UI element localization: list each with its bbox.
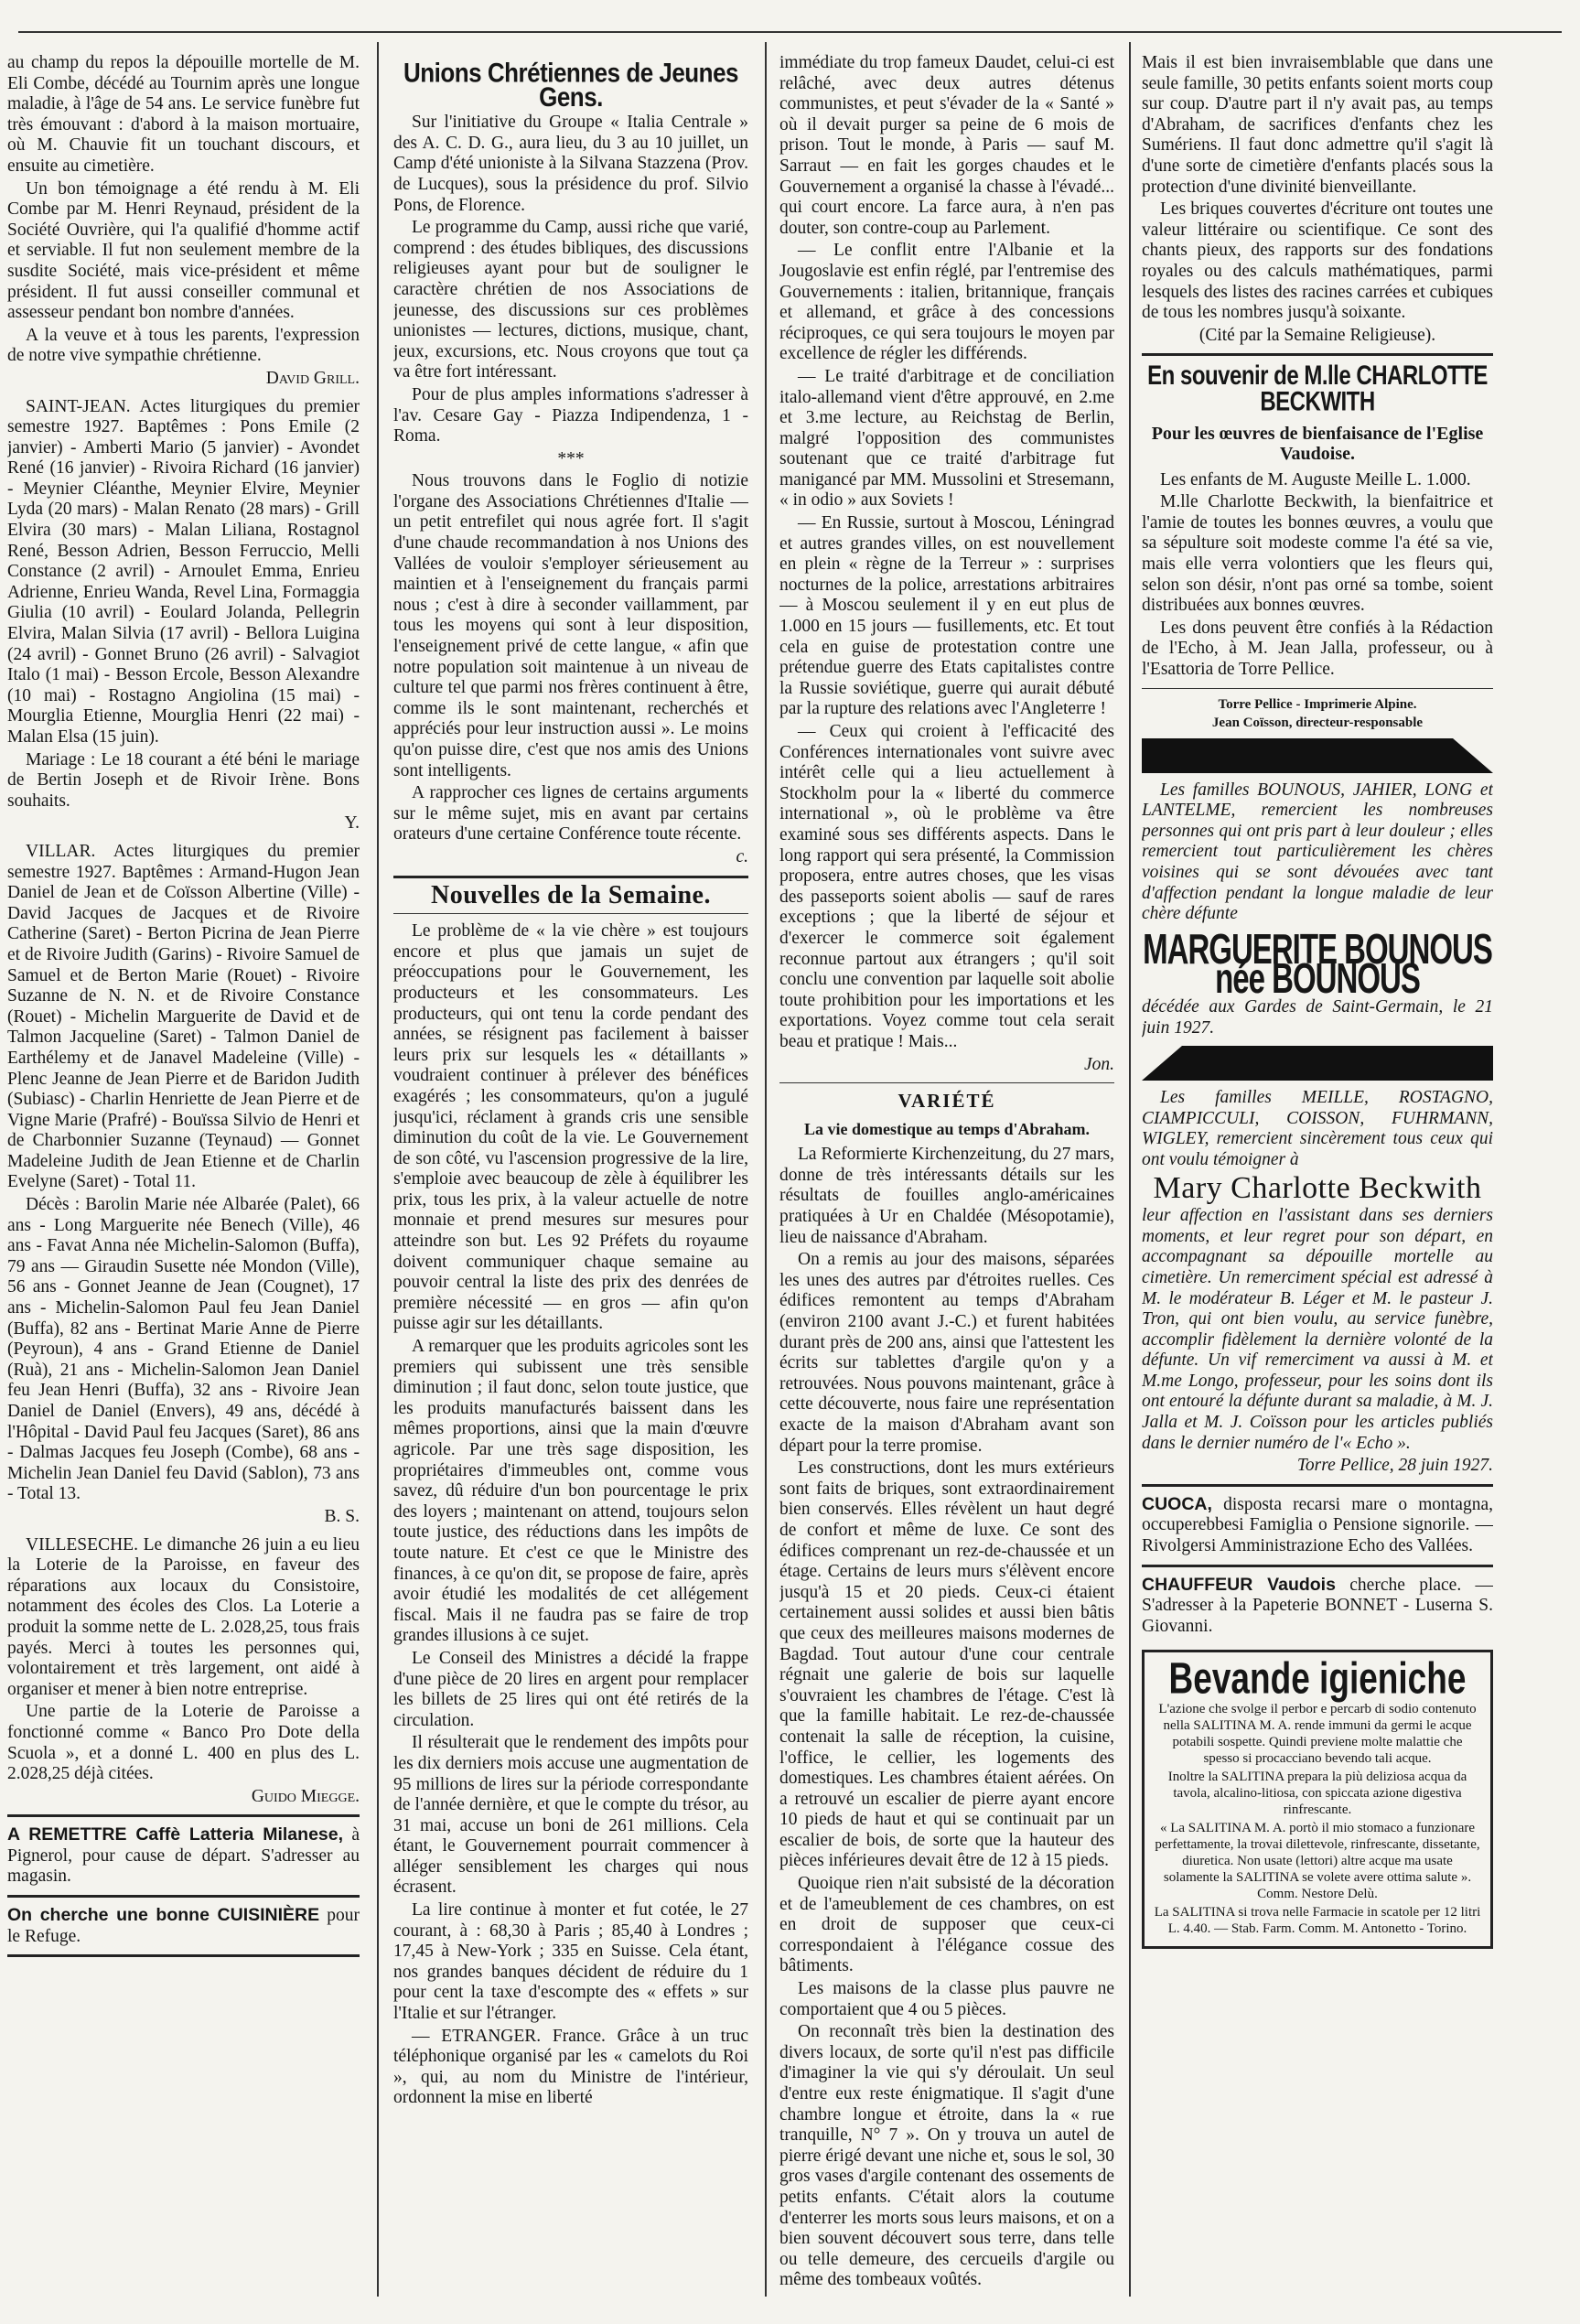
article-paragraph: — Ceux qui croient à l'efficacité des Conférences internationales vont suivre avec intérêt celle qui a lieu actuellement à Stockholm pour la « liberté du commerce international », où le problème va être examiné sous ses différents aspects. Dans le long rapport qui sera présenté, la Commission proposera, entre autres choses, que les visas des passeports soient abolis — sauf de rares exceptions ; que la liberté de séjour et d'exercer le commerce soit également reconnue partout aux étrangers ; qu'il soit conclu une convention par laquelle soit abolie toute prohibition pour les importations et les exportations. Voyez comme tout cela serait beau et pratique ! Mais... <box>779 722 1114 1051</box>
obituary-notice: Les familles MEILLE, ROSTAGNO, CIAMPICCULI, COISSON, FUHRMANN, WIGLEY, remercient sincèrement tous ceux qui ont voulu témoigner à <box>1142 1088 1493 1169</box>
obituary-name: Mary Charlotte Beckwith <box>1153 1170 1482 1205</box>
divider <box>1142 1565 1493 1567</box>
article-paragraph: On a remis au jour des maisons, séparées les unes des autres par d'étroites ruelles. Ces édifices remontent au temps d'Abraham (environ 2100 avant J.-C.) et furent habitées durant près de 200 ans, ainsi que l'attestent les écrits sur tablettes d'argile qu'on y a retrouvées. Nous pouvons maintenant, grâce à cette découverte, nous faire une représentation exacte de la maison d'Abraham avant son départ pour la terre promise. <box>779 1250 1114 1456</box>
divider <box>1142 688 1493 689</box>
article-paragraph: — En Russie, surtout à Moscou, Léningrad et autres grandes villes, on est nouvellement en plein « règne de la Terreur » : surprises nocturnes de la police, arrestations arbitraires — à Moscou seulement il y en eut plus de 1.000 en 15 jours — fusillements, etc. Et tout cela en guise de protestation contre une prétendue guerre des Etats capitalistes contre la Russie soviétique, guerre qui aurait débuté par la rupture des relations avec l'Angleterre ! <box>779 513 1114 719</box>
obituary-notice: Les familles BOUNOUS, JAHIER, LONG et LANTELME, remercient les nombreuses personnes qui ont pris part à leur douleur ; elles remercient tout particulièrement les chères voisines qui se sont dévouées avec tant d'affection pendant la longue maladie de leur chère défunte <box>1142 780 1493 924</box>
citation: (Cité par la Semaine Religieuse). <box>1198 325 1436 345</box>
article-paragraph: A la veuve et à tous les parents, l'expression de notre vive sympathie chrétienne. <box>7 325 360 366</box>
divider <box>393 913 748 914</box>
obituary-name: MARGUERITE BOUNOUS née BOUNOUS <box>1143 924 1492 1001</box>
black-band <box>1142 1046 1493 1081</box>
divider <box>393 876 748 878</box>
divider <box>7 1895 360 1898</box>
divider <box>1142 353 1493 356</box>
article-paragraph: Sur l'initiative du Groupe « Italia Centrale » des A. C. D. G., aura lieu, du 3 au 10 juillet, un Camp d'été unioniste à la Silvana Stazzena (Prov. de Lucques), sous la présidence du prof. Silvio Pons, de Florence. <box>393 113 748 215</box>
advertisement-text: « La SALITINA M. A. portò il mio stomaco a funzionare perfettamente, la trovai dilettevole, rinfrescante, dissetante, diuretica. Non usate (lettori) altre acque ma usate solamente la SALITINA se volete avere ottima salute ». Comm. Nestore Delù. <box>1155 1821 1480 1901</box>
article-paragraph: Les maisons de la classe plus pauvre ne comportaient que 4 ou 5 pièces. <box>779 1979 1114 2019</box>
article-paragraph: M.lle Charlotte Beckwith, la bienfaitrice et l'amie de toutes les bonnes œuvres, a voulu que sa sépulture soit modeste comme l'a été sa vie, mais elle verra volontiers que les fleurs qui, selon son désir, n'ont pas orné sa tombe, soient distribuées aux bonnes œuvres. <box>1142 492 1493 616</box>
section-heading: En souvenir de M.lle CHARLOTTE BECKWITH <box>1147 360 1488 417</box>
column-divider <box>765 42 767 2297</box>
article-paragraph: VILLESECHE. Le dimanche 26 juin a eu lieu la Loterie de la Paroisse, en faveur des réparations aux locaux du Consistoire, notamment des écoles des Clos. La Loterie a produit la somme nette de L. 2.028,25, tous frais payés. Merci à toutes les personnes qui, volontairement et très largement, ont aidé à organiser et mener à bien notre entreprise. <box>7 1534 360 1699</box>
article-paragraph: Il résulterait que le rendement des impôts pour les dix derniers mois accuse une augmentation de 95 millions de lires sur la période correspondante de l'année dernière, et que le compte du trésor, au 31 mai, accuse un boni de 261 millions. Cela étant, le Gouvernement pourrait commencer à alléger sensiblement les charges qui nous écrasent. <box>393 1733 748 1898</box>
classified-ad: CHAUFFEUR Vaudois cherche place. — S'adresser à la Papeterie BONNET - Luserna S. Giovanni. <box>1142 1574 1493 1636</box>
obituary-date: Torre Pellice, 28 juin 1927. <box>1296 1456 1493 1476</box>
section-heading: Unions Chrétiennes de Jeunes Gens. <box>403 57 738 113</box>
signature: c. <box>736 846 748 866</box>
advertisement-text: La SALITINA si trova nelle Farmacie in scatole per 12 litri L. 4.40. — Stab. Farm. Comm. M. Antonetto - Torino. <box>1154 1905 1481 1936</box>
advertisement-text: Inoltre la SALITINA prepara la più deliziosa acqua da tavola, alcalino-litiosa, con spiccata azione digestiva rinfrescante. <box>1167 1770 1467 1817</box>
article-paragraph: Décès : Barolin Marie née Albarée (Palet), 66 ans - Long Marguerite née Benech (Ville), 46 ans - Favat Anna née Michelin-Salomon (Buffa), 79 ans — Giraudin Susette née Mondon (Ville), 56 ans - Gonnet Jeanne de Jean (Cougnet), 17 ans - Michelin-Salomon Paul feu Jean Daniel (Buffa), 82 ans - Bertinat Marie Anne de Pierre (Peyroun), 4 ans - Grand Etienne de Daniel (Ruà), 21 ans - Michelin-Salomon Jean Daniel feu Jean Henri (Buffa), 32 ans - Rivoire Jean Daniel de Daniel (Envers), 49 ans, décédé à l'Hôpital - David Paul feu Jacques (Saret), 86 ans - Dalmas Jacques feu Joseph (Combe), 68 ans - Michelin Jean Daniel feu David (Sablon), 73 ans - Total 13. <box>7 1195 360 1504</box>
column-2 <box>393 53 748 2111</box>
imprint: Jean Coïsson, directeur-responsable <box>1211 715 1424 730</box>
column-4 <box>1142 53 1493 1949</box>
signature: David Grill. <box>265 368 360 388</box>
article-paragraph: Mais il est bien invraisemblable que dans une seule famille, 30 petits enfants soient morts coup sur coup. D'autre part il n'y avait pas, au temps d'Abraham, de sacrifices d'enfants chez les Sumériens. Il faut donc admettre qu'il s'agit là d'une sorte de cimetière d'enfants placés sous la protection d'une divinité bienveillante. <box>1142 53 1493 197</box>
section-heading: Nouvelles de la Semaine. <box>431 880 711 909</box>
section-heading: VARIÉTÉ <box>897 1090 996 1113</box>
article-paragraph: VILLAR. Actes liturgiques du premier semestre 1927. Baptêmes : Armand-Hugon Jean Daniel de Jean et de Coïsson Albertine (Ville) - David Jacques de Jacques et de Rivoire Catherine (Saret) - Berton Picrina de Jean Pierre et de Rivoire Judith (Garins) - Rivoire Samuel de Samuel et de Berton Marie (Rouet) - Rivoire Suzanne de N. N. et de Rivoire Constance (Rouet) - Michelin Marguerite de David et de Talmon Jacqueline (Saret) - Talmon Daniel de Earthélemy et de Janavel Madeleine (Ville) - Plenc Jeanne de Jean Pierre et de Baridon Judith (Subiasc) - Charlin Henriette de Jean Pierre et de Vigne Marie (Prafré) - Bouïssa Silvio de Henri et de Charbonnier Suzanne (Teynaud) — Gonnet Madeleine Judith de Jean Etienne et de Charlin Evelyne (Saret) - Total 11. <box>7 841 360 1192</box>
article-paragraph: Le problème de « la vie chère » est toujours encore et plus que jamais un sujet de préoccupations pour le Gouvernement, les producteurs et les consommateurs. Les producteurs, qui ont tenu la corde pendant des années, se résignent pas facilement à baisser leurs prix sur lesquels les « détaillants » voudraient continuer à prélever des bénéfices exagérés ; les consommateurs, qu'on a jugulé jusqu'ici, réclament à grands cris une sensible diminution du coût de la vie. Le Gouvernement de son côté, vu l'ascension progressive de la lire, s'emploie avec beaucoup de zèle à équilibrer les prix, tous les prix, à la valeur actuelle de notre monnaie et prend mesures sur mesures pour atteindre son but. Les 92 Préfets du royaume doivent communiquer chaque semaine au pouvoir central la liste des prix des denrées de première nécessité — en gros — afin qu'on puisse agir sur les détaillants. <box>393 921 748 1334</box>
signature: B. S. <box>324 1506 360 1526</box>
article-paragraph: A rapprocher ces lignes de certains arguments sur le même sujet, mis en avant par certains orateurs d'une certaine Conférence toute récente. <box>393 783 748 845</box>
advertisement-title: Bevande igieniche <box>1168 1654 1467 1704</box>
obituary-notice: leur affection en l'assistant dans ses derniers moments, et leur regret pour son départ, en accompagnant sa dépouille mortelle au cimetière. Un remerciment spécial est adressé à M. le modérateur B. Léger et M. le pasteur J. Tron, qui ont bien voulu, au service funèbre, accomplir fidèlement la dernière volonté de la défunte. Un vif remerciment va aussi à M. et M.me Longo, professeur, pour les soins dont ils ont entouré la défunte durant sa maladie, à M. J. Jalla et M. J. Coïsson pour les articles publiés dans le dernier numéro de l'« Echo ». <box>1142 1206 1493 1453</box>
article-paragraph: A remarquer que les produits agricoles sont les premiers qui subissent une très sensible diminution ; il faut donc, selon toute justice, que les produits manufacturés baissent dans les mêmes proportions, ainsi que la main d'œuvre agricole. Par une très sage disposition, les propriétaires d'immeubles ont, comme vous savez, dû réduire d'un bon pourcentage le prix des loyers ; maintenant on attend, toujours selon toute justice, des réductions dans les impôts de toute nature. Et c'est ce que le Ministre des finances, à ce qu'on dit, se propose de faire, après avoir étudié les modalités de cet allégement fiscal. Mais il ne faudra pas se faire de trop grandes illusions à ce sujet. <box>393 1337 748 1646</box>
divider <box>7 1954 360 1957</box>
article-paragraph: Les briques couvertes d'écriture ont toutes une valeur littéraire ou scientifique. Ce sont des chants pieux, des rapports sur des fondations royales ou des calculs mathématiques, parmi lesquels des listes des racines carrées et cubiques de tous les nombres jusqu'à soixante. <box>1142 199 1493 323</box>
divider <box>1142 1484 1493 1487</box>
article-subheading: Pour les œuvres de bienfaisance de l'Eglise Vaudoise. <box>1151 423 1484 465</box>
advertisement-text: L'azione che svolge il perbor e percarb di sodio contenuto nella SALITINA M. A. rende immuni da germi le acque potabili sospette. Quindi previene molte malattie che spesso si procacciano bevendo tali acque. <box>1158 1702 1477 1766</box>
obituary-notice: décédée aux Gardes de Saint-Germain, le 21 juin 1927. <box>1142 996 1493 1038</box>
article-subheading: La vie domestique au temps d'Abraham. <box>803 1119 1091 1138</box>
article-paragraph: On reconnaît très bien la destination des divers locaux, de sorte qu'il n'est pas difficile d'imaginer la vie qui s'y déroulait. Un seul d'entre eux reste énigmatique. Il s'agit d'une chambre longue et étroite, dans la « rue tranquille, N° 7 ». On y trouva un autel de pierre érigé devant une niche et, sous le sol, 30 gros vases d'argile contenant des ossements de petits enfants. C'était alors la coutume d'enterrer les morts sous leurs maisons, et on a bien souvent découvert sous terre, dans telle ou telle demeure, des cercueils d'argile ou même des tombeaux voûtés. <box>779 2022 1114 2290</box>
top-rule <box>18 31 1562 33</box>
signature: Guido Miegge. <box>251 1786 360 1806</box>
article-paragraph: Le programme du Camp, aussi riche que varié, comprend : des études bibliques, des discussions religieuses ayant pour but de souligner le caractère chrétien de nos Associations de jeunesse, des discussions sur ces problèmes unionistes — lectures, dictions, musique, chant, jeux, excursions, etc. Nous croyons que tout ça va être fort intéressant. <box>393 218 748 382</box>
article-paragraph: Une partie de la Loterie de Paroisse a fonctionné comme « Banco Pro Dote della Scuola », et a donné L. 400 en plus des L. 2.028,25 déjà citées. <box>7 1702 360 1784</box>
article-paragraph: immédiate du trop fameux Daudet, celui-ci est relâché, avec deux autres détenus communistes, et peut s'évader de la « Santé » où il devait purger sa peine de 6 mois de prison. Tout le monde, à Paris — sauf M. Sarraut — en fait les gorges chaudes et le Gouvernement a organisé la chasse à l'évadé... qui court encore. La farce aura, à n'en pas douter, son contre-coup au Parlement. <box>779 53 1114 238</box>
article-paragraph: Le Conseil des Ministres a décidé la frappe d'une pièce de 20 lires en argent pour remplacer les billets de 25 lires qui ont été retirés de la circulation. <box>393 1648 748 1730</box>
divider <box>7 1814 360 1817</box>
classified-ad: CUOCA, disposta recarsi mare o montagna, occuperebbesi Famiglia o Pensione signorile. — Rivolgersi Amministrazione Echo des Vallées. <box>1142 1493 1493 1556</box>
imprint: Torre Pellice - Imprimerie Alpine. <box>1218 696 1417 712</box>
article-paragraph: Quoique rien n'ait subsisté de la décoration et de l'ameublement de ces chambres, on est en droit de supposer que ceux-ci correspondaient à l'élégance cossue des bâtiments. <box>779 1874 1114 1976</box>
article-paragraph: Les constructions, dont les murs extérieurs sont faits de briques, sont extraordinairement bien conservés. Elles révèlent un haut degré de confort et même de luxe. Ce sont des édifices comprenant un rez-de-chaussée et un étage. Certains de leurs murs s'élèvent encore jusqu'à 15 et 20 pieds. Ceux-ci étaient certainement aussi solides et aussi bien bâtis que ceux des meilleures maisons modernes de Bagdad. Tout autour d'une cour centrale régnait une galerie de bois sur laquelle s'ouvraient les chambres de l'étage. C'est là que la famille habitait. Le rez-de-chaussée contenait la salle de réception, la cuisine, l'office, le cellier, les logements des domestiques. Les chambres étaient aérées. On a retrouvé un escalier de pierre ayant encore 10 pieds de haut et qui se continuait par un escalier de bois, de sorte que la hauteur des pièces inférieures devait être de 12 à 15 pieds. <box>779 1458 1114 1871</box>
article-paragraph: — ETRANGER. France. Grâce à un truc téléphonique organisé par les « camelots du Roi », qui, au nom du Ministre de l'intérieur, ordonnent la mise en liberté <box>393 2026 748 2108</box>
article-paragraph: Les dons peuvent être confiés à la Rédaction de l'Echo, à M. Jean Jalla, professeur, ou à l'Esattoria de Torre Pellice. <box>1142 618 1493 680</box>
black-band <box>1142 738 1493 773</box>
column-divider <box>377 42 379 2297</box>
article-paragraph: SAINT-JEAN. Actes liturgiques du premier semestre 1927. Baptêmes : Pons Emile (2 janvier) - Amberti Mario (5 janvier) - Avondet René (16 janvier) - Rivoira Richard (16 janvier) - Meynier Cléanthe, Meynier Elvire, Meynier Lyda (20 mars) - Malan Renato (28 mars) - Grill Elvira (30 mars) - Malan Liliana, Rostagnol René, Besson Adrien, Besson Ferruccio, Melli Constance (2 avril) - Arnoulet Emma, Enrieu Adrienne, Enrieu Wanda, Revel Lina, Formaggia Giulia (10 avril) - Eoulard Jolanda, Pellegrin Elvira, Malan Silvia (17 avril) - Bellora Luigina (24 avril) - Gonnet Bruno (26 avril) - Salvagiot Italo (1 mai) - Besson Ercole, Besson Alexandre (10 mai) - Rostagno Angiolina (15 mai) - Mourglia Etienne, Mourglia Henri (22 mai) - Malan Elsa (15 juin). <box>7 396 360 747</box>
article-paragraph: Pour de plus amples informations s'adresser à l'av. Cesare Gay - Piazza Indipendenza, 1 - Roma. <box>393 384 748 447</box>
article-paragraph: Un bon témoignage a été rendu à M. Eli Combe par M. Henri Reynaud, président de la Société Ouvrière, qui l'a qualifié d'homme actif et serviable. Il fut non seulement membre de la susdite Société, mais vice-président et même président. Il fut aussi conseiller communal et assesseur pendant bon nombre d'années. <box>7 178 360 323</box>
article-paragraph: — Le conflit entre l'Albanie et la Jougoslavie est enfin réglé, par l'entremise des Gouvernements : italien, britannique, français et allemand, et grâce à des concessions réciproques, ce qui sera toujours le moyen par excellence de régler les différends. <box>779 241 1114 364</box>
article-paragraph: Nous trouvons dans le Foglio di notizie l'organe des Associations Chrétiennes d'Italie — un petit entrefilet qui nous agrée fort. Il s'agit d'une chaude recommandation à nos Unions des Vallées de vouloir s'employer sérieusement au maintien et à l'enseignement du français parmi nous ; c'est à dire à seconder vaillamment, par tous les moyens qui sont à leur disposition, l'enseignement privé de cette langue, « afin que notre population soit maintenue à un niveau de culture tel que parmi nos frères continuent à être, comme ils le sont maintenant, recherchés et appréciés pour leur instruction aussi ». Le moins qu'on puisse dire, c'est que nos amis des Unions sont intelligents. <box>393 471 748 780</box>
column-1 <box>7 53 360 1964</box>
article-paragraph: La lire continue à monter et fut cotée, le 27 courant, à : 68,30 à Paris ; 85,40 à Londres ; 17,45 à New-York ; 335 en Suisse. Cela étant, nos grandes banques décident de réduire du 1 pour cent la taxe d'escompte des « effets » sur l'Italie et sur l'étranger. <box>393 1900 748 2024</box>
article-paragraph: au champ du repos la dépouille mortelle de M. Eli Combe, décédé au Tournim après une longue maladie, à l'âge de 54 ans. Le service funèbre fut très émouvant : d'abord à la maison mortuaire, où M. Chauvie fit un touchant discours, et ensuite au cimetière. <box>7 53 360 176</box>
signature: Jon. <box>1083 1054 1114 1074</box>
article-paragraph: La Reformierte Kirchenzeitung, du 27 mars, donne de très intéressants détails sur les résultats de fouilles anglo-américaines pratiquées à Ur en Chaldée (Mésopotamie), lieu de naissance d'Abraham. <box>779 1145 1114 1247</box>
classified-ad: On cherche une bonne CUISINIÈRE pour le Refuge. <box>7 1905 360 1946</box>
article-paragraph: Mariage : Le 18 courant a été béni le mariage de Bertin Joseph et de Rivoir Irène. Bons souhaits. <box>7 749 360 811</box>
column-divider <box>1129 42 1131 2297</box>
article-paragraph: — Le traité d'arbitrage et de conciliation italo-allemand vient d'être approuvé, en 2.me et 3.me lecture, au Reichstag de Berlin, malgré l'opposition des communistes soutenant que ce traité d'arbitrage fut manigancé par MM. Mussolini et Stresemann, « in odio » aux Soviets ! <box>779 366 1114 511</box>
signature: Y. <box>344 813 360 834</box>
article-paragraph: Les enfants de M. Auguste Meille L. 1.000. <box>1160 469 1471 490</box>
divider <box>779 1082 1114 1083</box>
separator-stars: *** <box>557 448 585 468</box>
column-3 <box>779 53 1114 2293</box>
advertisement-box <box>1142 1650 1493 1949</box>
classified-ad: A REMETTRE Caffè Latteria Milanese, à Pignerol, pour cause de départ. S'adresser au magasin. <box>7 1824 360 1887</box>
